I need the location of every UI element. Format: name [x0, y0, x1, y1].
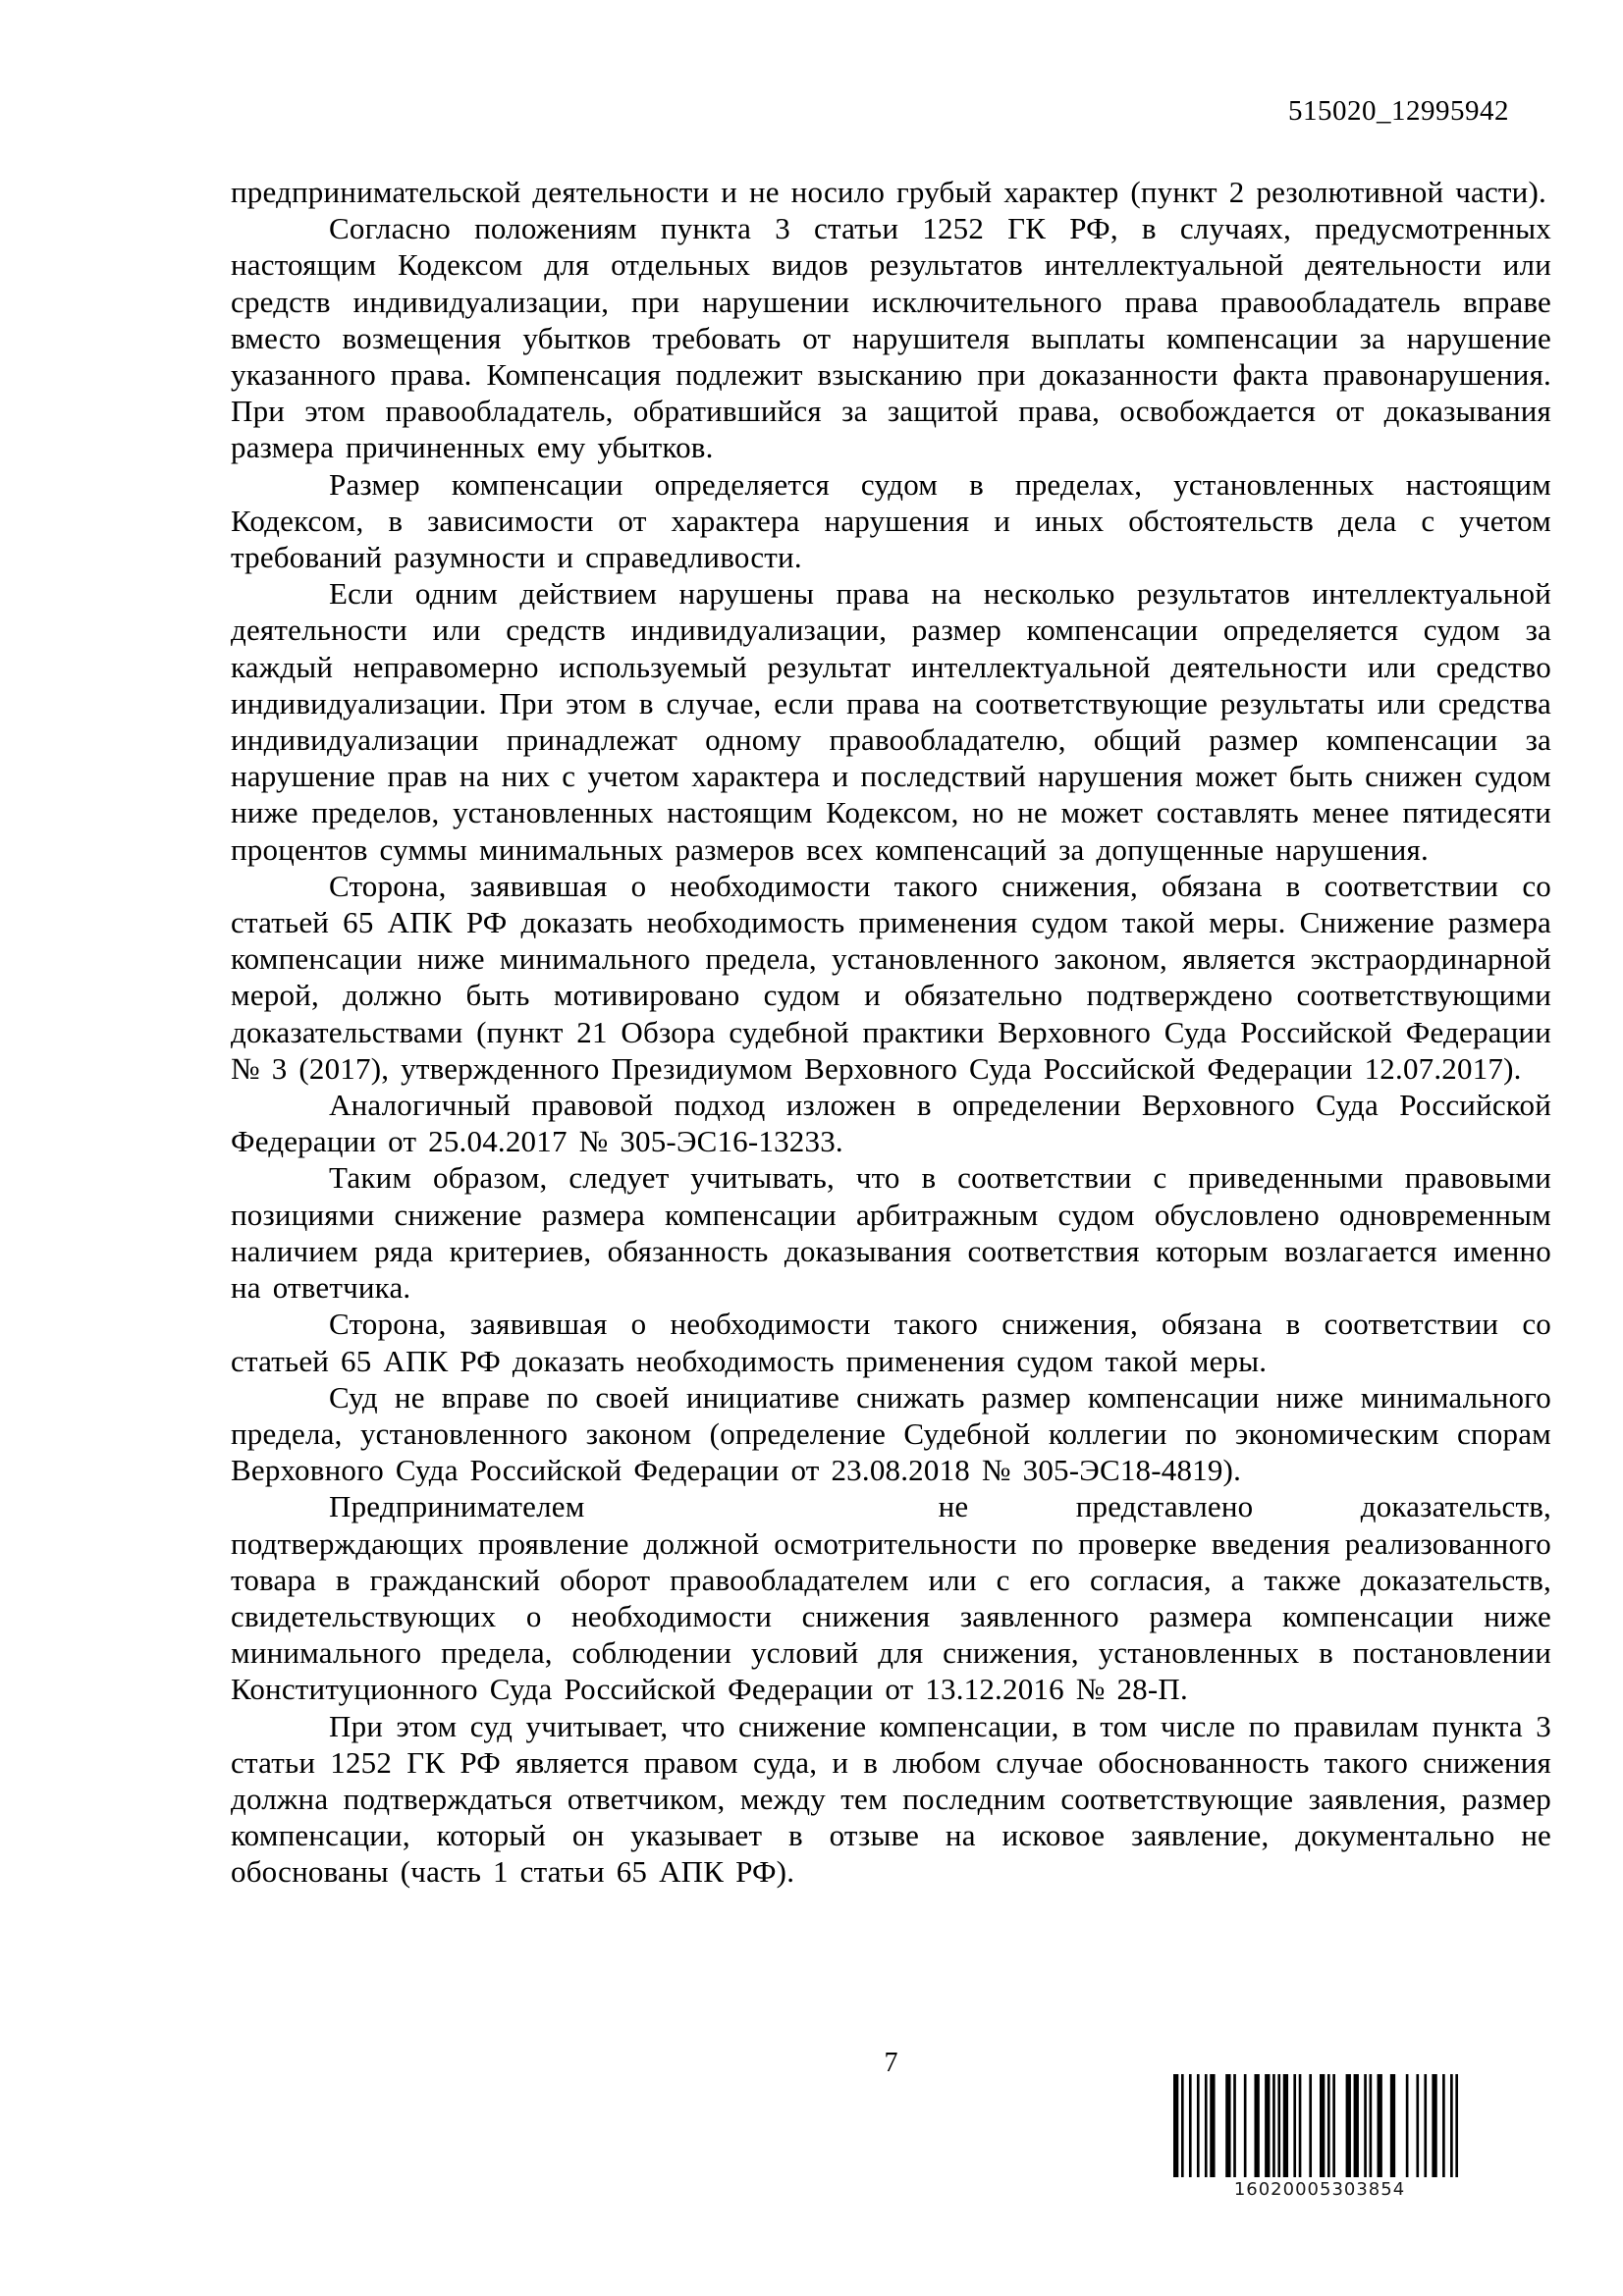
paragraph: Сторона, заявившая о необходимости такого снижения, обязана в соответствии со статьей 65 АПК РФ доказать необходимость применения судом такой меры. Снижение размера компенсации ниже минимального предела, установленного законом, является экстраординарной мерой, должно быть мотивировано судом и обязательно подтверждено соответствующими доказательствами (пункт 21 Обзора судебной практики Верховного Суда Российской Федерации № 3 (2017), утвержденного Президиумом Верховного Суда Российской Федерации 12.07.2017).	[231, 868, 1551, 1086]
paragraph: Аналогичный правовой подход изложен в определении Верховного Суда Российской Федерации от 25.04.2017 № 305-ЭС16-13233.	[231, 1088, 1551, 1159]
paragraph-text-after-gap: не представлено доказательств, подтверждающих проявление должной осмотрительности по проверке введения реализованного товара в гражданский оборот правообладателем или с его согласия, а также доказательств, свидетельствующих о необходимости снижения заявленного размера компенсации ниже минимального предела, соблюдении условий для снижения, установленных в постановлении Конституционного Суда Российской Федерации от 13.12.2016 № 28-П.	[231, 1489, 1551, 1707]
paragraph: Размер компенсации определяется судом в пределах, установленных настоящим Кодексом, в зависимости от характера нарушения и иных обстоятельств дела с учетом требований разумности и справедливости.	[231, 466, 1551, 575]
paragraph: предпринимательской деятельности и не носило грубый характер (пункт 2 резолютивной части).	[231, 175, 1546, 209]
paragraph: Если одним действием нарушены права на несколько результатов интеллектуальной деятельности или средств индивидуализации, размер компенсации определяется судом за каждый неправомерно используемый результат интеллектуальной деятельности или средство индивидуализации. При этом в случае, если права на соответствующие результаты или средства индивидуализации принадлежат одному правообладателю, общий размер компенсации за нарушение прав на них с учетом характера и последствий нарушения может быть снижен судом ниже пределов, установленных настоящим Кодексом, но не может составлять менее пятидесяти процентов суммы минимальных размеров всех компенсаций за допущенные нарушения.	[231, 576, 1551, 867]
barcode-number: 16020005303854	[1233, 2179, 1406, 2200]
document-id: 515020_12995942	[1288, 95, 1509, 127]
page-number: 7	[884, 2048, 898, 2078]
paragraph-with-redaction	[231, 1488, 1551, 1707]
paragraph: Таким образом, следует учитывать, что в соответствии с приведенными правовыми позициями снижение размера компенсации арбитражным судом обусловлено одновременным наличием ряда критериев, обязанность доказывания соответствия которым возлагается именно на ответчика.	[231, 1160, 1551, 1306]
barcode-icon	[1173, 2074, 1466, 2177]
barcode	[1173, 2074, 1466, 2200]
document-body	[231, 174, 1551, 1891]
redacted-blank-space	[585, 1516, 939, 1517]
paragraph: Сторона, заявившая о необходимости такого снижения, обязана в соответствии со статьей 65 АПК РФ доказать необходимость применения судом такой меры.	[231, 1307, 1551, 1378]
paragraph: При этом суд учитывает, что снижение компенсации, в том числе по правилам пункта 3 статьи 1252 ГК РФ является правом суда, и в любом случае обоснованность такого снижения должна подтверждаться ответчиком, между тем последним соответствующие заявления, размер компенсации, который он указывает в отзыве на исковое заявление, документально не обоснованы (часть 1 статьи 65 АПК РФ).	[231, 1708, 1551, 1890]
paragraph: Согласно положениям пункта 3 статьи 1252 ГК РФ, в случаях, предусмотренных настоящим Кодексом для отдельных видов результатов интеллектуальной деятельности или средств индивидуализации, при нарушении исключительного права правообладатель вправе вместо возмещения убытков требовать от нарушителя выплаты компенсации за нарушение указанного права. Компенсация подлежит взысканию при доказанности факта правонарушения. При этом правообладатель, обратившийся за защитой права, освобождается от доказывания размера причиненных ему убытков.	[231, 211, 1551, 465]
paragraph: Суд не вправе по своей инициативе снижать размер компенсации ниже минимального предела, установленного законом (определение Судебной коллегии по экономическим спорам Верховного Суда Российской Федерации от 23.08.2018 № 305-ЭС18-4819).	[231, 1379, 1551, 1488]
paragraph-text-before-gap: Предпринимателем	[329, 1489, 585, 1524]
